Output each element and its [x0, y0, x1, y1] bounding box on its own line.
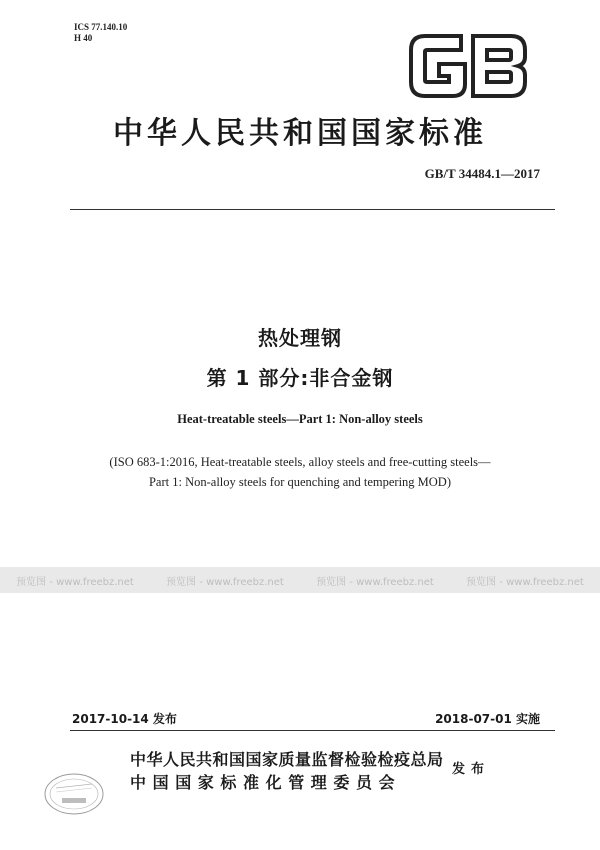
gb-logo	[405, 30, 531, 102]
watermark-text: 预览图 - www.freebz.net	[316, 576, 434, 588]
standard-category-title: 中华人民共和国国家标准	[113, 116, 487, 151]
title-zh-line1: 热处理钢	[258, 326, 342, 350]
title-en: Heat-treatable steels—Part 1: Non-alloy steels	[177, 412, 423, 426]
issuer-sac: 中国国家标准化管理委员会	[130, 773, 402, 792]
ics-ccs-codes	[74, 22, 127, 44]
implementation-date: 2018-07-01 实施	[435, 712, 540, 726]
publication-date: 2017-10-14 发布	[72, 712, 177, 726]
iso-reference-line1: (ISO 683-1:2016, Heat-treatable steels, alloy steels and free-cutting steels—	[109, 455, 491, 469]
ccs-code: H 40	[74, 33, 93, 43]
ics-code: ICS 77.140.10	[74, 22, 128, 32]
title-zh-line2: 第 1 部分:非合金钢	[206, 366, 394, 390]
footer-divider	[70, 730, 555, 731]
iso-reference-line2: Part 1: Non-alloy steels for quenching and tempering MOD)	[148, 475, 451, 489]
watermark-band	[0, 567, 600, 593]
anti-counterfeit-stamp	[42, 770, 106, 818]
issuer-aqsiq: 中华人民共和国国家质量监督检验检疫总局	[130, 750, 444, 769]
iso-reference	[50, 452, 550, 492]
watermark-text: 预览图 - www.freebz.net	[466, 576, 584, 588]
watermark-text: 预览图 - www.freebz.net	[16, 576, 134, 588]
standard-number: GB/T 34484.1—2017	[424, 166, 540, 181]
watermark-text: 预览图 - www.freebz.net	[166, 576, 284, 588]
issued-label: 发布	[452, 762, 491, 777]
header-divider	[70, 209, 555, 210]
